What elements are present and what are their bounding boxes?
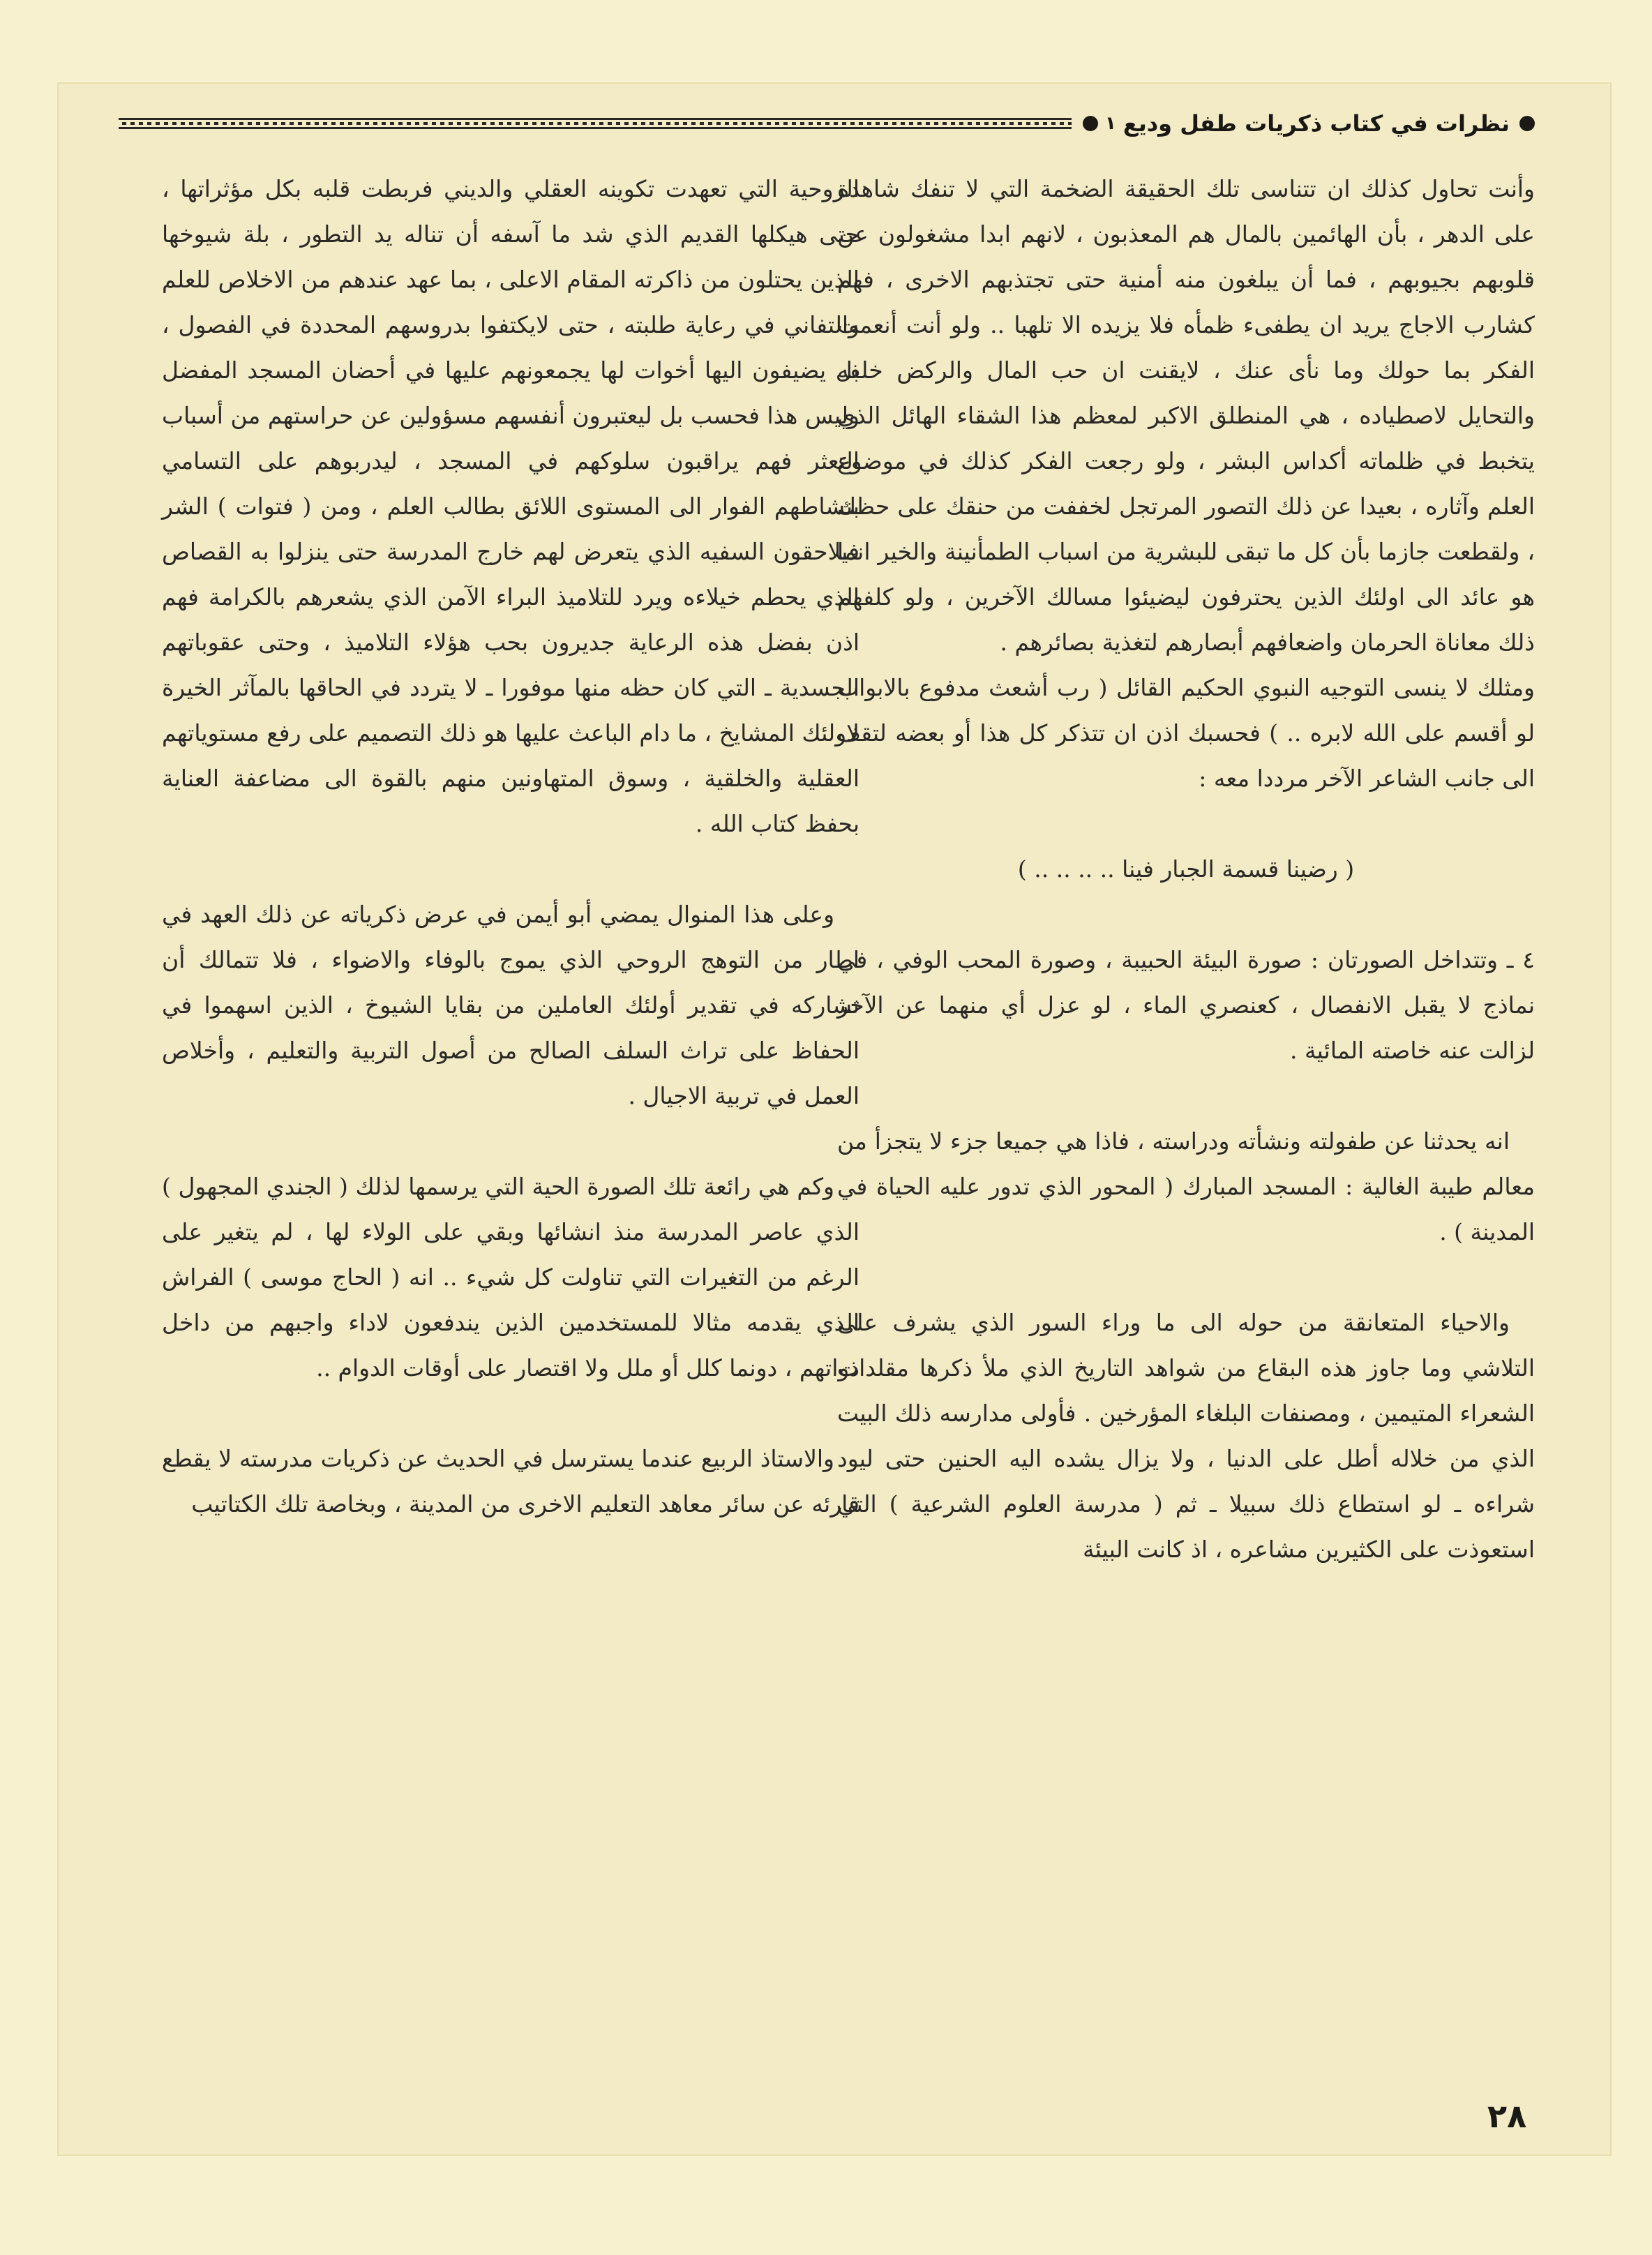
paragraph: انه يحدثنا عن طفولته ونشأته ودراسته ، فاذا هي جميعا جزء لا يتجزأ من معالم طيبة الغالية : المسجد المبارك ( المحور الذي تدور عليه الحياة في المدينة ) . xyxy=(837,1128,1535,1245)
paragraph: والاحياء المتعانقة من حوله الى ما وراء السور الذي يشرف على التلاشي وما جاوز هذه البقاع من شواهد التاريخ الذي ملأ ذكرها مقلدات الشعراء المتيمين ، ومصنفات البلغاء المؤرخين . فأولى مدارسه ذلك البيت الذي من خلاله أطل على الدنيا ، ولا يزال يشده اليه الحنين حتى ليود شراءه ـ لو استطاع ذلك سبيلا ـ ثم ( مدرسة العلوم الشرعية ) التي استعوذت على الكثيرين مشاعره ، اذ كانت البيئة xyxy=(837,1309,1535,1563)
header-bullet-icon xyxy=(1519,116,1535,131)
page xyxy=(57,82,1612,2156)
header-number: ١ xyxy=(1104,113,1116,134)
paragraph: وعلى هذا المنوال يمضي أبو أيمن في عرض ذكرياته عن ذلك العهد في اطار من التوهج الروحي الذي يموج بالوفاء والاضواء ، فلا تتمالك أن تشاركه في تقدير أولئك العاملين من بقايا الشيوخ ، الذين اسهموا في الحفاظ على تراث السلف الصالح من أصول التربية والتعليم ، وأخلاص العمل في تربية الاجيال . xyxy=(162,901,859,1109)
paragraph: الروحية التي تعهدت تكوينه العقلي والديني فربطت قلبه بكل مؤثراتها ، حتى هيكلها القديم الذي شد ما آسفه أن تناله يد التطور ، بلة شيوخها الذين يحتلون من ذاكرته المقام الاعلى ، بما عهد عندهم من الاخلاص للعلم والتفاني في رعاية طلبته ، حتى لايكتفوا بدروسهم المحددة في الفصول ، بل يضيفون اليها أخوات لها يجمعونهم عليها في أحضان المسجد المفضل وليس هذا فحسب بل ليعتبرون أنفسهم مسؤولين عن حراستهم من أسباب التعثر فهم يراقبون سلوكهم في المسجد ، ليدربوهم على التسامي بنشاطهم الفوار الى المستوى اللائق بطالب العلم ، ومن ( فتوات ) الشر فيلاحقون السفيه الذي يتعرض لهم خارج المدرسة حتى ينزلوا به القصاص الذي يحطم خيلاءه ويرد للتلاميذ البراء الآمن الذي يشعرهم بالكرامة فهم اذن بفضل هذه الرعاية جديرون بحب هؤلاء التلاميذ ، وحتى عقوباتهم الجسدية ـ التي كان حظه منها موفورا ـ لا يتردد في الحاقها بالمآثر الخيرة لاولئك المشايخ ، ما دام الباعث عليها هو ذلك التصميم على رفع مستوياتهم العقلية والخلقية ، وسوق المتهاونين منهم بالقوة الى مضاعفة العناية بحفظ كتاب الله . xyxy=(162,175,859,837)
paragraph: والاستاذ الربيع عندما يسترسل في الحديث عن ذكريات مدرسته لا يقطع قارئه عن سائر معاهد التعليم الاخرى من المدينة ، وبخاصة تلك الكتاتيب xyxy=(162,1445,859,1518)
left-column xyxy=(162,166,859,1527)
paragraph: وكم هي رائعة تلك الصورة الحية التي يرسمها لذلك ( الجندي المجهول ) الذي عاصر المدرسة منذ انشائها وبقي على الولاء لها ، لم يتغير على الرغم من التغيرات التي تناولت كل شيء .. انه ( الحاج موسى ) الفراش الذي يقدمه مثالا للمستخدمين الذين يندفعون لاداء واجبهم من داخل ذواتهم ، دونما كلل أو ملل ولا اقتصار على أوقات الدوام .. xyxy=(162,1173,859,1381)
paragraph: ٤ ـ وتتداخل الصورتان : صورة البيئة الحبيبة ، وصورة المحب الوفي ، في نماذج لا يقبل الانفصال ، كعنصري الماء ، لو عزل أي منهما عن الآخر لزالت عنه خاصته المائية . xyxy=(837,946,1535,1064)
right-column xyxy=(837,166,1535,1572)
header-bullet-icon xyxy=(1083,116,1098,131)
page-number: ٢٨ xyxy=(1487,2097,1527,2135)
running-header xyxy=(119,99,1535,148)
paragraph: وأنت تحاول كذلك ان تتناسى تلك الحقيقة الضخمة التي لا تنفك شاهدة على الدهر ، بأن الهائمين بالمال هم المعذبون ، لانهم ابدا مشغولون عن قلوبهم بجيوبهم ، فما أن يبلغون منه أمنية حتى تجتذبهم الاخرى ، فهم كشارب الاجاج يريد ان يطفىء ظمأه فلا يزيده الا تلهبا .. ولو أنت أنعمت الفكر بما حولك وما نأى عنك ، لايقنت ان حب المال والركض خلفه والتحايل لاصطياده ، هي المنطلق الاكبر لمعظم هذا الشقاء الهائل الذي يتخبط في ظلماته أكداس البشر ، ولو رجعت الفكر كذلك في موضوع العلم وآثاره ، بعيدا عن ذلك التصور المرتجل لخففت من حنقك على حظك ، ولقطعت جازما بأن كل ما تبقى للبشرية من اسباب الطمأنينة والخير انما هو عائد الى اولئك الذين يحترفون ليضيئوا مسالك الآخرين ، ولو كلفهم ذلك معاناة الحرمان واضعافهم أبصارهم لتغذية بصائرهم . xyxy=(837,175,1535,656)
header-title: نظرات في كتاب ذكريات طفل وديع xyxy=(1122,110,1510,137)
header-rule xyxy=(119,118,1072,129)
paragraph: ومثلك لا ينسى التوجيه النبوي الحكيم القائل ( رب أشعث مدفوع بالابواب لو أقسم على الله لابره .. ) فحسبك اذن ان تتذكر كل هذا أو بعضه لتقف الى جانب الشاعر الآخر مرددا معه : xyxy=(837,674,1535,792)
quote-line: ( رضينا قسمة الجبار فينا .. .. .. .. ) xyxy=(1017,855,1355,883)
